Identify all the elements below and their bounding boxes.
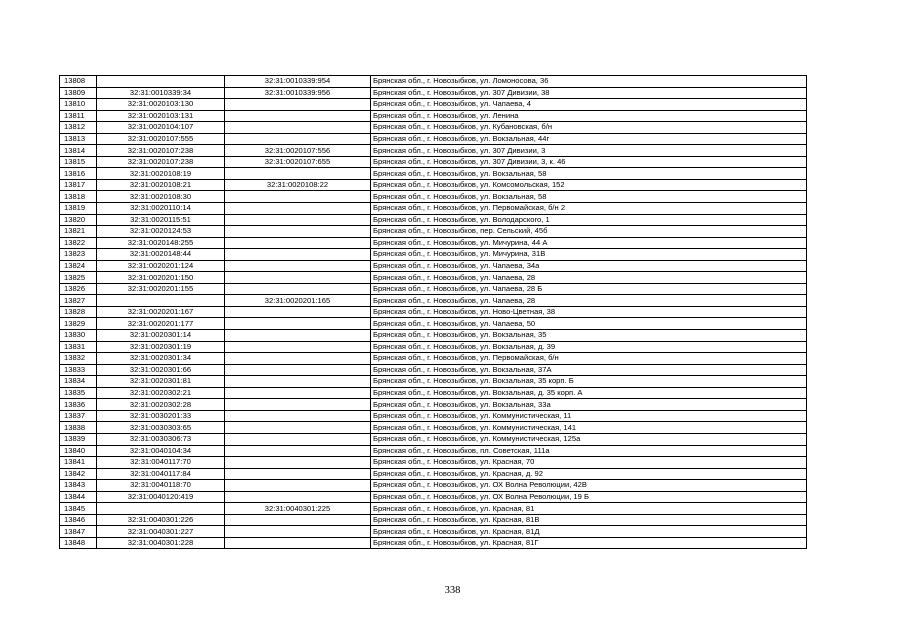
object-cadastral-number-cell: 32:31:0010339:954 [225,76,371,88]
cadastral-number-cell: 32:31:0030201:33 [97,410,225,422]
address-cell: Брянская обл., г. Новозыбков, ул. Вокзальная, 33а [371,399,807,411]
record-number-cell: 13823 [60,249,97,261]
cadastral-number-cell [97,76,225,88]
object-cadastral-number-cell [225,399,371,411]
record-number-cell: 13845 [60,503,97,515]
record-number-cell: 13848 [60,537,97,549]
address-cell: Брянская обл., г. Новозыбков, ул. Красная, 81Г [371,537,807,549]
cadastral-number-cell: 32:31:0020103:130 [97,99,225,111]
record-number-cell: 13824 [60,260,97,272]
table-row [60,480,807,492]
cadastral-number-cell: 32:31:0040104:34 [97,445,225,457]
table-row [60,318,807,330]
cadastral-number-cell: 32:31:0020108:30 [97,191,225,203]
cadastral-number-cell: 32:31:0020104:107 [97,122,225,134]
table-row [60,214,807,226]
address-cell: Брянская обл., г. Новозыбков, ул. Первомайская, б/н [371,353,807,365]
object-cadastral-number-cell [225,410,371,422]
object-cadastral-number-cell: 32:31:0020107:556 [225,145,371,157]
address-cell: Брянская обл., г. Новозыбков, ул. Вокзальная, 35 [371,330,807,342]
cadastral-number-cell: 32:31:0040301:226 [97,514,225,526]
cadastral-number-cell: 32:31:0020148:44 [97,249,225,261]
address-cell: Брянская обл., г. Новозыбков, ул. Чапаева, 28 Б [371,283,807,295]
record-number-cell: 13838 [60,422,97,434]
object-cadastral-number-cell [225,133,371,145]
object-cadastral-number-cell: 32:31:0010339:956 [225,87,371,99]
object-cadastral-number-cell [225,537,371,549]
object-cadastral-number-cell [225,99,371,111]
object-cadastral-number-cell [225,260,371,272]
cadastral-number-cell: 32:31:0020201:177 [97,318,225,330]
record-number-cell: 13836 [60,399,97,411]
cadastral-number-cell: 32:31:0020301:19 [97,341,225,353]
object-cadastral-number-cell [225,387,371,399]
record-number-cell: 13832 [60,353,97,365]
object-cadastral-number-cell [225,514,371,526]
registry-table [59,75,807,549]
address-cell: Брянская обл., г. Новозыбков, ул. Ново-Цветная, 38 [371,306,807,318]
object-cadastral-number-cell [225,191,371,203]
object-cadastral-number-cell: 32:31:0020201:165 [225,295,371,307]
address-cell: Брянская обл., г. Новозыбков, ул. Комсомольская, 152 [371,179,807,191]
address-cell: Брянская обл., г. Новозыбков, ул. Вокзальная, 58 [371,168,807,180]
address-cell: Брянская обл., г. Новозыбков, ул. Красная, 81Д [371,526,807,538]
table-row [60,249,807,261]
table-row [60,341,807,353]
object-cadastral-number-cell [225,468,371,480]
table-row [60,433,807,445]
address-cell: Брянская обл., г. Новозыбков, ул. Коммунистическая, 125а [371,433,807,445]
cadastral-number-cell: 32:31:0020110:14 [97,203,225,215]
record-number-cell: 13826 [60,283,97,295]
address-cell: Брянская обл., г. Новозыбков, ул. Красная, д. 92 [371,468,807,480]
object-cadastral-number-cell [225,203,371,215]
record-number-cell: 13812 [60,122,97,134]
address-cell: Брянская обл., г. Новозыбков, ул. Чапаева, 4 [371,99,807,111]
registry-table-body [60,76,807,549]
record-number-cell: 13837 [60,410,97,422]
cadastral-number-cell: 32:31:0020302:21 [97,387,225,399]
object-cadastral-number-cell [225,318,371,330]
table-row [60,364,807,376]
address-cell: Брянская обл., г. Новозыбков, ул. Чапаева, 50 [371,318,807,330]
address-cell: Брянская обл., г. Новозыбков, ул. Красная, 81В [371,514,807,526]
record-number-cell: 13811 [60,110,97,122]
cadastral-number-cell: 32:31:0040301:227 [97,526,225,538]
object-cadastral-number-cell [225,283,371,295]
record-number-cell: 13822 [60,237,97,249]
table-row [60,514,807,526]
table-row [60,87,807,99]
object-cadastral-number-cell [225,433,371,445]
address-cell: Брянская обл., г. Новозыбков, пер. Сельский, 45б [371,226,807,238]
table-row [60,422,807,434]
table-row [60,410,807,422]
cadastral-number-cell: 32:31:0040117:70 [97,457,225,469]
record-number-cell: 13847 [60,526,97,538]
object-cadastral-number-cell [225,122,371,134]
object-cadastral-number-cell [225,110,371,122]
address-cell: Брянская обл., г. Новозыбков, ул. Мичурина, 44 А [371,237,807,249]
cadastral-number-cell: 32:31:0020201:155 [97,283,225,295]
record-number-cell: 13833 [60,364,97,376]
table-row [60,503,807,515]
record-number-cell: 13846 [60,514,97,526]
table-row [60,76,807,88]
object-cadastral-number-cell [225,491,371,503]
cadastral-number-cell: 32:31:0020148:255 [97,237,225,249]
record-number-cell: 13827 [60,295,97,307]
cadastral-number-cell: 32:31:0020301:34 [97,353,225,365]
table-row [60,203,807,215]
cadastral-number-cell: 32:31:0020108:21 [97,179,225,191]
object-cadastral-number-cell [225,445,371,457]
cadastral-number-cell: 32:31:0040118:70 [97,480,225,492]
table-row [60,399,807,411]
record-number-cell: 13844 [60,491,97,503]
record-number-cell: 13839 [60,433,97,445]
table-row [60,237,807,249]
object-cadastral-number-cell [225,353,371,365]
address-cell: Брянская обл., г. Новозыбков, ул. Чапаева, 34а [371,260,807,272]
table-row [60,468,807,480]
address-cell: Брянская обл., г. Новозыбков, ул. Коммунистическая, 141 [371,422,807,434]
record-number-cell: 13830 [60,330,97,342]
object-cadastral-number-cell [225,272,371,284]
address-cell: Брянская обл., г. Новозыбков, ул. Красная, 70 [371,457,807,469]
cadastral-number-cell: 32:31:0020108:19 [97,168,225,180]
address-cell: Брянская обл., г. Новозыбков, ул. Первомайская, б/н 2 [371,203,807,215]
object-cadastral-number-cell [225,237,371,249]
cadastral-number-cell: 32:31:0030306:73 [97,433,225,445]
cadastral-number-cell: 32:31:0020107:555 [97,133,225,145]
record-number-cell: 13815 [60,156,97,168]
object-cadastral-number-cell [225,376,371,388]
record-number-cell: 13843 [60,480,97,492]
address-cell: Брянская обл., г. Новозыбков, ул. 307 Дивизии, 38 [371,87,807,99]
record-number-cell: 13825 [60,272,97,284]
address-cell: Брянская обл., г. Новозыбков, ул. Красная, 81 [371,503,807,515]
page-number: 338 [444,585,461,596]
address-cell: Брянская обл., г. Новозыбков, ул. Вокзальная, 58 [371,191,807,203]
cadastral-number-cell [97,503,225,515]
cadastral-number-cell: 32:31:0020301:66 [97,364,225,376]
table-row [60,491,807,503]
cadastral-number-cell: 32:31:0040301:228 [97,537,225,549]
record-number-cell: 13835 [60,387,97,399]
record-number-cell: 13831 [60,341,97,353]
object-cadastral-number-cell [225,364,371,376]
address-cell: Брянская обл., г. Новозыбков, ул. Чапаева, 28 [371,272,807,284]
object-cadastral-number-cell [225,330,371,342]
object-cadastral-number-cell [225,306,371,318]
cadastral-number-cell: 32:31:0020107:238 [97,156,225,168]
table-row [60,168,807,180]
object-cadastral-number-cell [225,214,371,226]
table-row [60,526,807,538]
cadastral-number-cell: 32:31:0020301:14 [97,330,225,342]
cadastral-number-cell: 32:31:0010339:34 [97,87,225,99]
cadastral-number-cell: 32:31:0030303:65 [97,422,225,434]
cadastral-number-cell: 32:31:0040120:419 [97,491,225,503]
address-cell: Брянская обл., г. Новозыбков, ул. Мичурина, 31В [371,249,807,261]
address-cell: Брянская обл., г. Новозыбков, ул. Володарского, 1 [371,214,807,226]
record-number-cell: 13813 [60,133,97,145]
object-cadastral-number-cell: 32:31:0020108:22 [225,179,371,191]
address-cell: Брянская обл., г. Новозыбков, ул. ОХ Волна Революции, 19 Б [371,491,807,503]
address-cell: Брянская обл., г. Новозыбков, ул. 307 Дивизии, 3 [371,145,807,157]
table-row [60,330,807,342]
record-number-cell: 13814 [60,145,97,157]
address-cell: Брянская обл., г. Новозыбков, ул. Чапаева, 28 [371,295,807,307]
address-cell: Брянская обл., г. Новозыбков, ул. ОХ Волна Революции, 42В [371,480,807,492]
cadastral-number-cell: 32:31:0020302:28 [97,399,225,411]
cadastral-number-cell: 32:31:0040117:84 [97,468,225,480]
cadastral-number-cell: 32:31:0020201:124 [97,260,225,272]
table-row [60,133,807,145]
address-cell: Брянская обл., г. Новозыбков, ул. Коммунистическая, 11 [371,410,807,422]
table-row [60,387,807,399]
object-cadastral-number-cell [225,226,371,238]
table-row [60,353,807,365]
object-cadastral-number-cell [225,168,371,180]
cadastral-number-cell [97,295,225,307]
address-cell: Брянская обл., г. Новозыбков, ул. Ленина [371,110,807,122]
record-number-cell: 13809 [60,87,97,99]
record-number-cell: 13810 [60,99,97,111]
table-row [60,306,807,318]
record-number-cell: 13828 [60,306,97,318]
cadastral-number-cell: 32:31:0020301:81 [97,376,225,388]
table-row [60,295,807,307]
object-cadastral-number-cell [225,249,371,261]
address-cell: Брянская обл., г. Новозыбков, ул. Вокзальная, д. 39 [371,341,807,353]
table-row [60,145,807,157]
address-cell: Брянская обл., г. Новозыбков, пл. Советская, 111а [371,445,807,457]
table-row [60,99,807,111]
address-cell: Брянская обл., г. Новозыбков, ул. Вокзальная, 35 корп. Б [371,376,807,388]
record-number-cell: 13821 [60,226,97,238]
address-cell: Брянская обл., г. Новозыбков, ул. Вокзальная, д. 35 корп. А [371,387,807,399]
cadastral-number-cell: 32:31:0020115:51 [97,214,225,226]
table-row [60,272,807,284]
object-cadastral-number-cell [225,457,371,469]
address-cell: Брянская обл., г. Новозыбков, ул. 307 Дивизии, 3, к. 46 [371,156,807,168]
table-row [60,122,807,134]
table-row [60,537,807,549]
record-number-cell: 13829 [60,318,97,330]
record-number-cell: 13808 [60,76,97,88]
address-cell: Брянская обл., г. Новозыбков, ул. Ломоносова, 36 [371,76,807,88]
object-cadastral-number-cell: 32:31:0020107:655 [225,156,371,168]
object-cadastral-number-cell [225,341,371,353]
record-number-cell: 13820 [60,214,97,226]
table-row [60,191,807,203]
record-number-cell: 13842 [60,468,97,480]
table-row [60,260,807,272]
cadastral-number-cell: 32:31:0020201:167 [97,306,225,318]
object-cadastral-number-cell [225,422,371,434]
cadastral-number-cell: 32:31:0020201:150 [97,272,225,284]
address-cell: Брянская обл., г. Новозыбков, ул. Вокзальная, 44г [371,133,807,145]
object-cadastral-number-cell [225,480,371,492]
address-cell: Брянская обл., г. Новозыбков, ул. Кубановская, б/н [371,122,807,134]
cadastral-number-cell: 32:31:0020107:238 [97,145,225,157]
table-row [60,110,807,122]
record-number-cell: 13841 [60,457,97,469]
object-cadastral-number-cell [225,526,371,538]
table-row [60,156,807,168]
record-number-cell: 13816 [60,168,97,180]
table-row [60,457,807,469]
record-number-cell: 13818 [60,191,97,203]
record-number-cell: 13817 [60,179,97,191]
record-number-cell: 13819 [60,203,97,215]
object-cadastral-number-cell: 32:31:0040301:225 [225,503,371,515]
table-row [60,226,807,238]
address-cell: Брянская обл., г. Новозыбков, ул. Вокзальная, 37А [371,364,807,376]
cadastral-number-cell: 32:31:0020103:131 [97,110,225,122]
record-number-cell: 13840 [60,445,97,457]
cadastral-number-cell: 32:31:0020124:53 [97,226,225,238]
record-number-cell: 13834 [60,376,97,388]
table-row [60,445,807,457]
table-row [60,283,807,295]
table-row [60,179,807,191]
table-row [60,376,807,388]
